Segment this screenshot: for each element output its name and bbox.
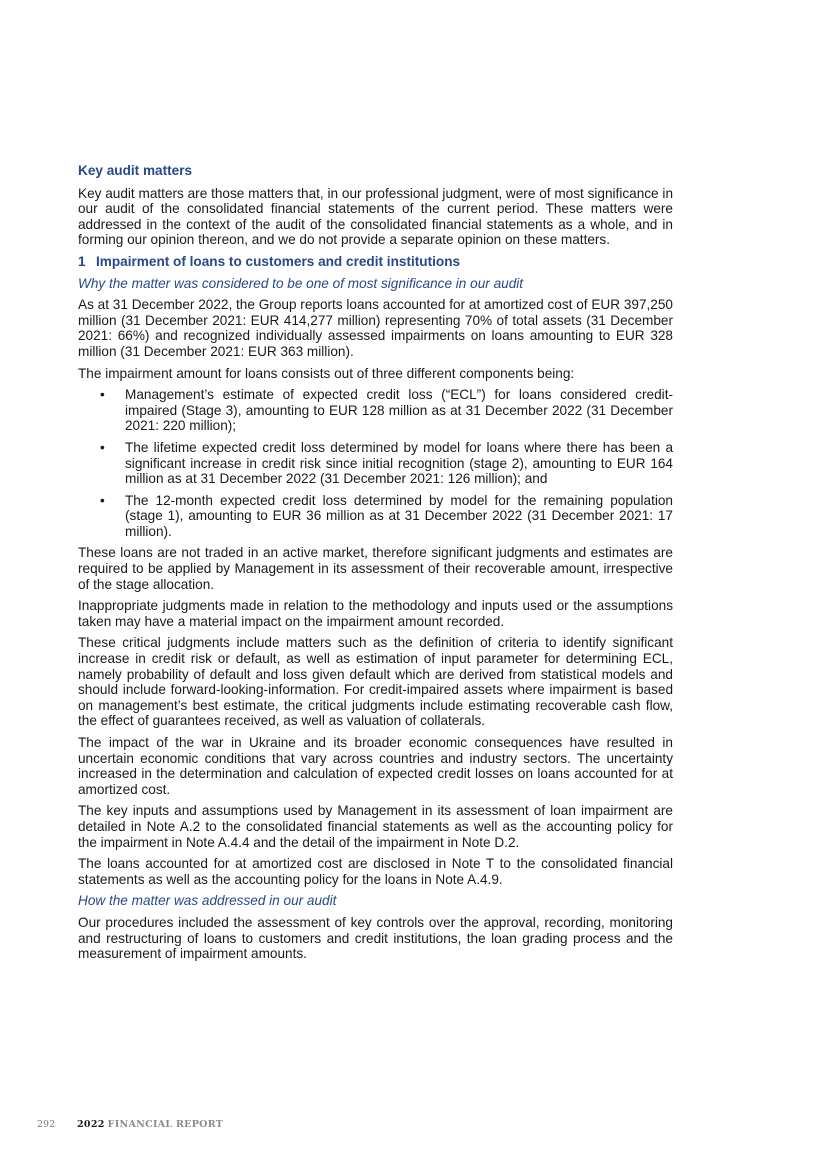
list-item <box>78 493 673 540</box>
matter-number: 1 <box>78 253 86 269</box>
paragraph-loans-disclosure: The loans accounted for at amortized cost are disclosed in Note T to the consolidated financial statements as well as the accounting policy for the loans in Note A.4.9. <box>78 856 673 887</box>
bullet-icon: • <box>100 439 105 455</box>
intro-paragraph: Key audit matters are those matters that, in our professional judgment, were of most significance in our audit of the consolidated financial statements of the current period. These matters were addressed in the context of the audit of the consolidated financial statements as a whole, and in forming our opinion thereon, and we do not provide a separate opinion on these matters. <box>78 185 673 248</box>
matter-title: Impairment of loans to customers and credit institutions <box>96 253 461 269</box>
why-heading: Why the matter was considered to be one of most significance in our audit <box>78 275 524 291</box>
list-item-text: Management’s estimate of expected credit loss (“ECL”) for loans considered credit-impaired (Stage 3), amounting to EUR 128 million as at 31 December 2022 (31 December 2021: 220 million); <box>125 387 673 434</box>
section-title: Key audit matters <box>78 163 193 178</box>
paragraph-components-intro: The impairment amount for loans consists out of three different components being: <box>78 365 575 381</box>
list-item-text: The lifetime expected credit loss determined by model for loans where there has been a significant increase in credit risk since initial recognition (stage 2), amounting to EUR 164 million as at 31 December 2022 (31 December 2021: 126 million); and <box>125 439 673 487</box>
bullet-icon: • <box>100 492 105 508</box>
list-item <box>78 387 673 434</box>
report-year: 2022 <box>77 1119 105 1130</box>
component-list <box>78 387 673 539</box>
bullet-icon: • <box>100 387 105 403</box>
paragraph-loans-amount: As at 31 December 2022, the Group reports loans accounted for at amortized cost of EUR 397,250 million (31 December 2021: EUR 414,277 million) representing 70% of total assets (31 December 2021: 66%) and recognized individually assessed impairments on loans amounting to EUR 328 million (31 December 2021: EUR 363 million). <box>78 297 673 359</box>
page-footer <box>37 1119 223 1130</box>
page-number: 292 <box>37 1119 56 1130</box>
paragraph-not-traded: These loans are not traded in an active market, therefore significant judgments and estimates are required to be applied by Management in its assessment of their recoverable amount, irrespective of the stage allocation. <box>78 545 673 592</box>
paragraph-procedures: Our procedures included the assessment of key controls over the approval, recording, monitoring and restructuring of loans to customers and credit institutions, the loan grading process and the measurement of impairment amounts. <box>78 914 673 962</box>
paragraph-inappropriate-judgments: Inappropriate judgments made in relation to the methodology and inputs used or the assumptions taken may have a material impact on the impairment amount recorded. <box>78 598 673 629</box>
paragraph-war-impact: The impact of the war in Ukraine and its broader economic consequences have resulted in uncertain economic conditions that vary across countries and industry sectors. The uncertainty increased in the determination and calculation of expected credit losses on loans accounted for at amortized cost. <box>78 735 673 797</box>
document-body <box>78 163 673 968</box>
how-heading: How the matter was addressed in our audit <box>78 893 337 909</box>
list-item-text: The 12-month expected credit loss determined by model for the remaining population (stage 1), amounting to EUR 36 million as at 31 December 2022 (31 December 2021: 17 million). <box>125 492 673 539</box>
matter-heading <box>78 254 673 270</box>
paragraph-critical-judgments: These critical judgments include matters such as the definition of criteria to identify significant increase in credit risk or default, as well as estimation of input parameter for determining ECL, namely probability of default and loss given default which are derived from statistical models and should include forward-looking-information. For credit-impaired assets where impairment is based on management’s best estimate, the critical judgments include estimating recoverable cash flow, the effect of guarantees received, as well as valuation of collaterals. <box>78 635 673 729</box>
list-item <box>78 440 673 487</box>
paragraph-key-inputs: The key inputs and assumptions used by Management in its assessment of loan impairment are detailed in Note A.2 to the consolidated financial statements as well as the accounting policy for the impairment in Note A.4.4 and the detail of the impairment in Note D.2. <box>78 803 673 850</box>
report-name: FINANCIAL REPORT <box>107 1119 224 1130</box>
